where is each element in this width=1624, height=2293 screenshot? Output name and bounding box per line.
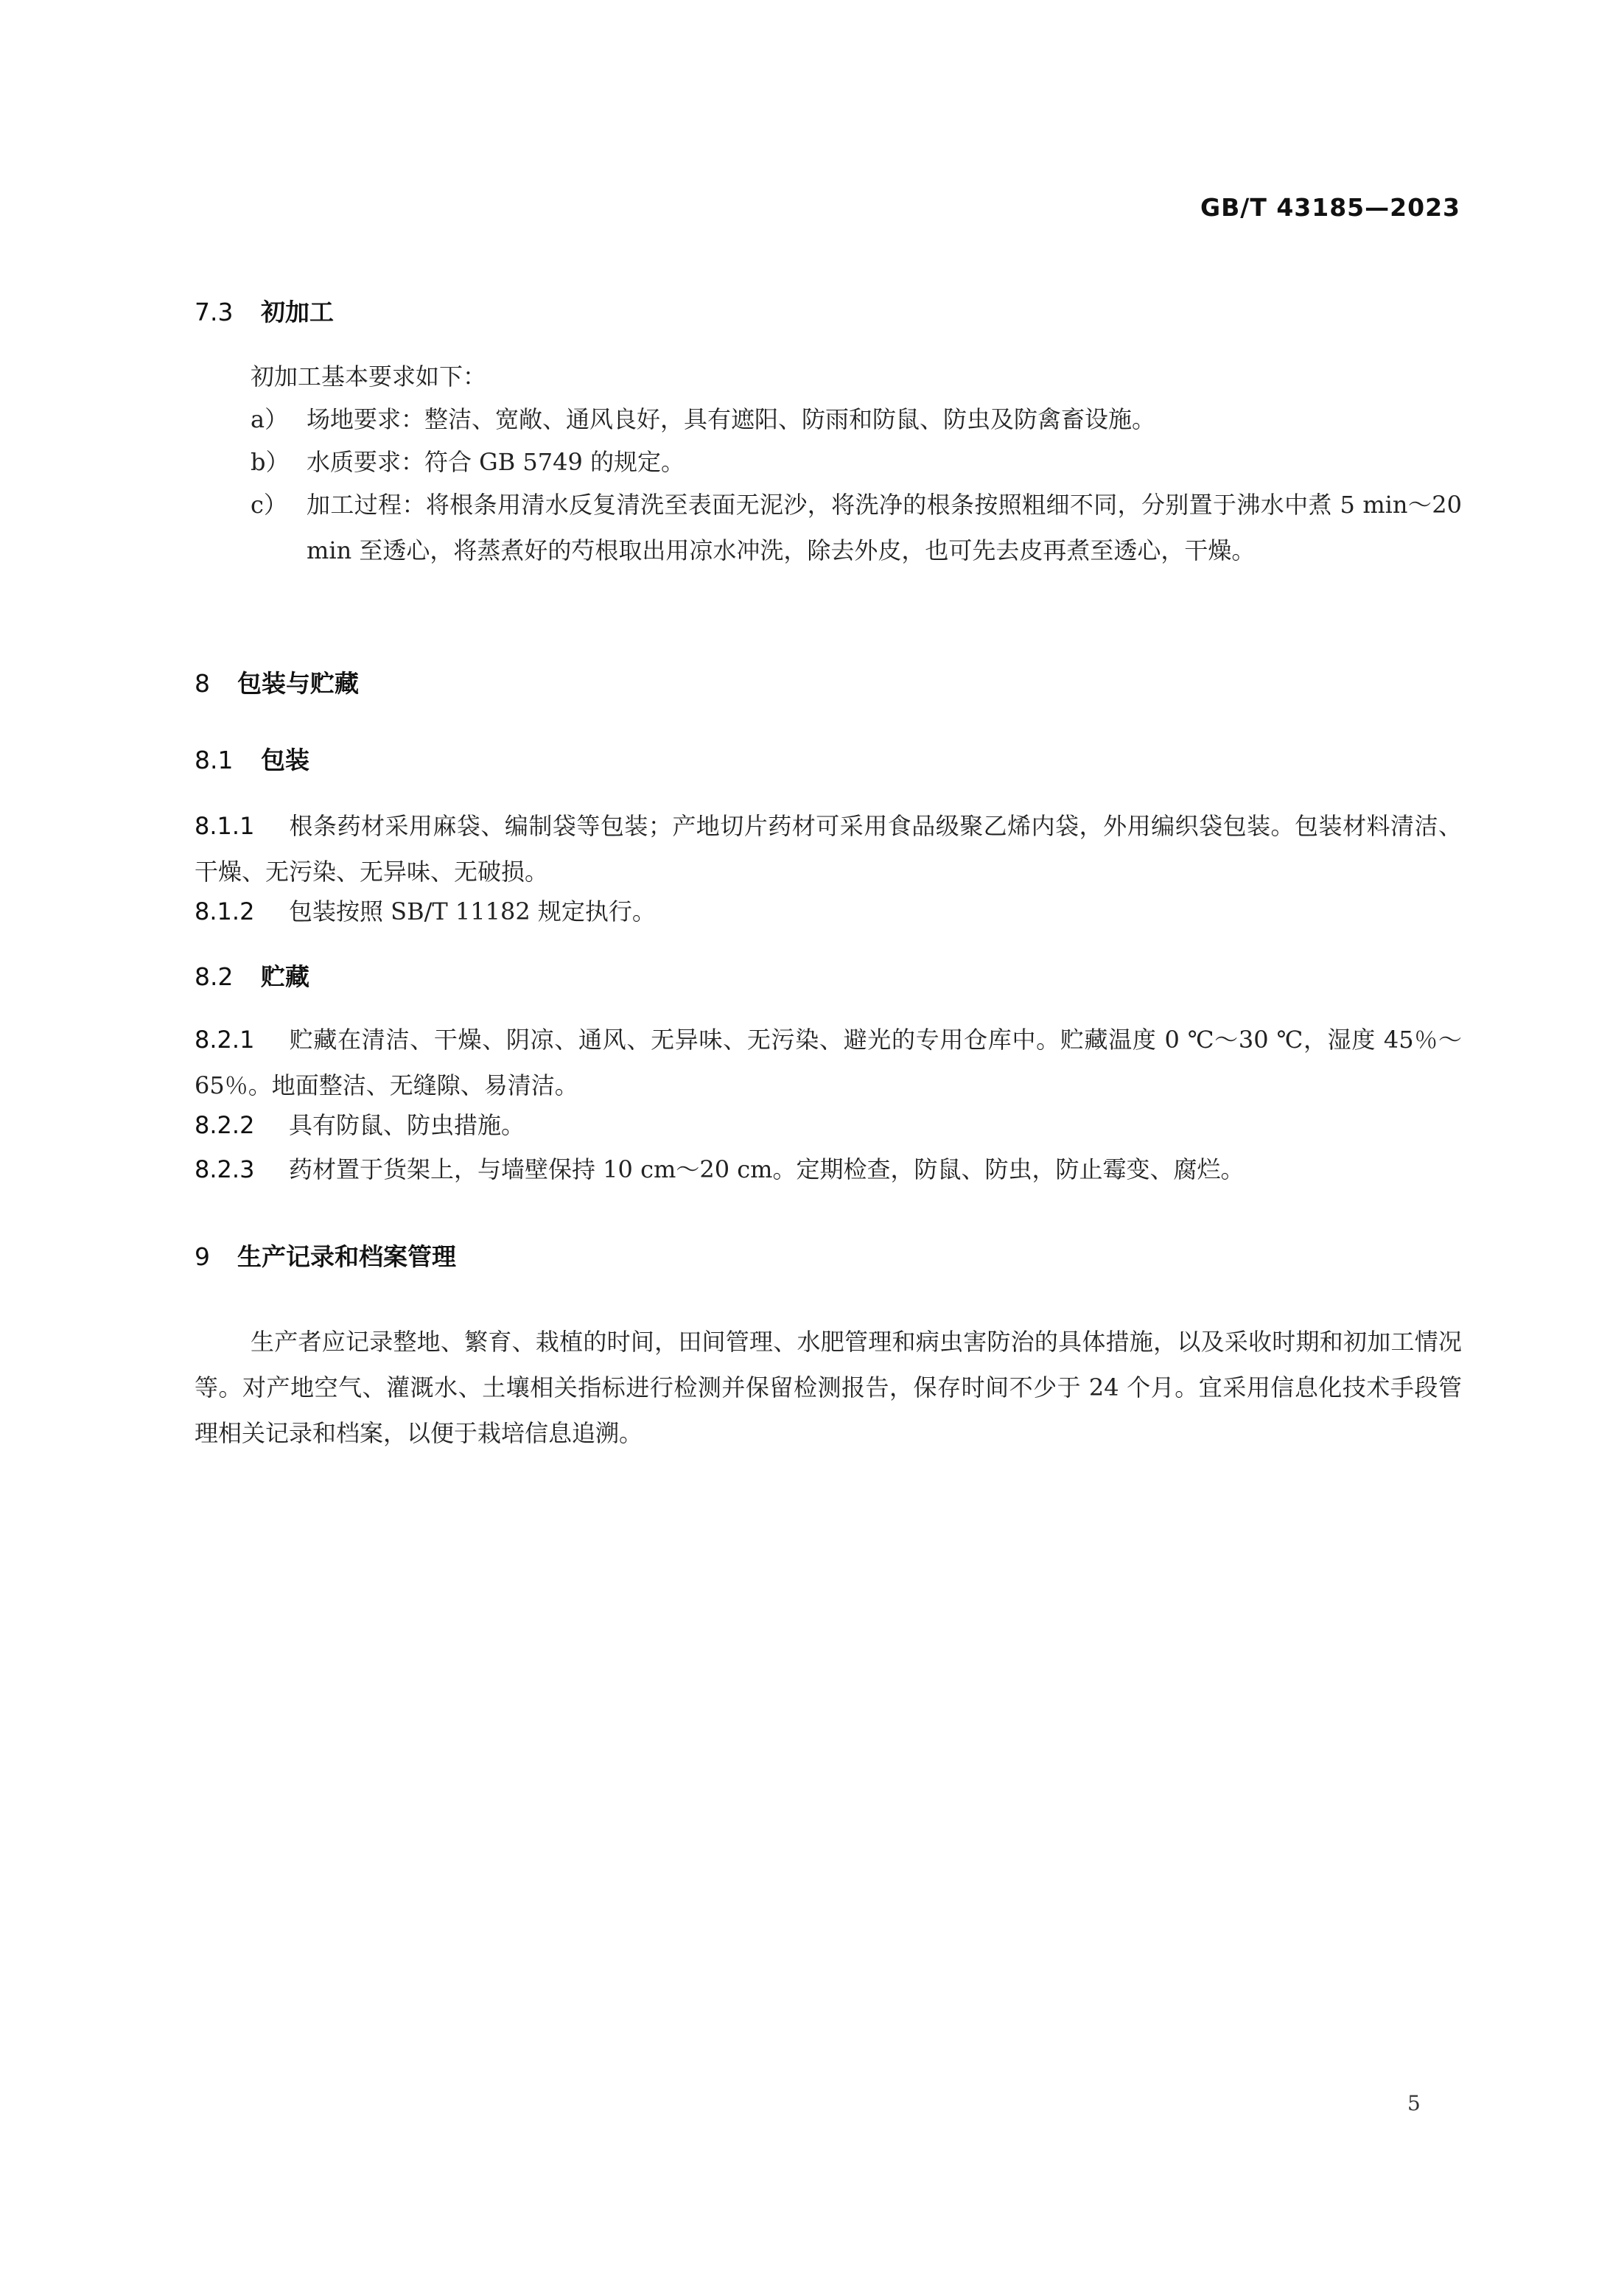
clause-text: 具有防鼠、防虫措施。 <box>289 1111 525 1139</box>
clause-number: 8.1.2 <box>195 897 255 925</box>
clause-text: 根条药材采用麻袋、编制袋等包装；产地切片药材可采用食品级聚乙烯内袋，外用编织袋包装。包装材料清洁、干燥、无污染、无异味、无破损。 <box>195 812 1462 886</box>
section-number: 8 <box>195 669 210 698</box>
list-marker: a） <box>251 405 289 433</box>
clause-number: 8.2.3 <box>195 1155 255 1183</box>
clause-8-2-1 <box>195 1017 1462 1108</box>
section-9-text: 生产者应记录整地、繁育、栽植的时间，田间管理、水肥管理和病虫害防治的具体措施，以及采收时期和初加工情况等。对产地空气、灌溉水、土壤相关指标进行检测并保留检测报告，保存时间不少于 24 个月。宜采用信息化技术手段管理相关记录和档案，以便于栽培信息追溯。 <box>195 1328 1462 1447</box>
clause-8-1-2 <box>195 889 1462 934</box>
list-item-text: 加工过程：将根条用清水反复清洗至表面无泥沙，将洗净的根条按照粗细不同，分别置于沸水中煮 5 min～20 min 至透心，将蒸煮好的芍根取出用凉水冲洗，除去外皮，也可先去皮再煮至透心，干燥。 <box>307 491 1462 564</box>
clause-number: 8.1.1 <box>195 812 255 840</box>
section-title: 贮藏 <box>261 962 309 991</box>
section-title: 初加工 <box>261 298 334 326</box>
section-title: 生产记录和档案管理 <box>237 1242 456 1271</box>
clause-text: 药材置于货架上，与墙壁保持 10 cm～20 cm。定期检查，防鼠、防虫，防止霉变、腐烂。 <box>289 1155 1245 1183</box>
list-item-text: 场地要求：整洁、宽敞、通风良好，具有遮阳、防雨和防鼠、防虫及防禽畜设施。 <box>307 405 1156 433</box>
section-number: 8.2 <box>195 962 234 991</box>
section-number: 7.3 <box>195 298 234 326</box>
clause-number: 8.2.2 <box>195 1111 255 1139</box>
section-7-3-intro: 初加工基本要求如下： <box>251 363 487 391</box>
clause-8-1-1 <box>195 803 1462 895</box>
clause-text: 贮藏在清洁、干燥、阴凉、通风、无异味、无污染、避光的专用仓库中。贮藏温度 0 ℃～30 ℃，湿度 45％～65％。地面整洁、无缝隙、易清洁。 <box>195 1026 1462 1099</box>
document-id: GB/T 43185—2023 <box>1200 193 1460 222</box>
list-item-a <box>251 396 1462 442</box>
section-8-heading <box>195 665 359 699</box>
list-marker: b） <box>251 448 290 476</box>
section-title: 包装 <box>261 746 309 774</box>
clause-8-2-3 <box>195 1146 1462 1192</box>
list-item-c <box>251 482 1462 573</box>
clause-number: 8.2.1 <box>195 1026 255 1054</box>
list-marker: c） <box>251 491 287 519</box>
clause-8-2-2 <box>195 1102 1462 1148</box>
section-9-heading <box>195 1238 456 1272</box>
list-item-text: 水质要求：符合 GB 5749 的规定。 <box>307 448 685 476</box>
section-number: 9 <box>195 1242 210 1271</box>
page-number: 5 <box>1407 2091 1421 2115</box>
section-number: 8.1 <box>195 746 234 774</box>
clause-text: 包装按照 SB/T 11182 规定执行。 <box>289 897 656 925</box>
section-7-3-heading <box>195 293 334 328</box>
section-8-2-heading <box>195 958 309 993</box>
section-8-1-heading <box>195 741 309 776</box>
section-title: 包装与贮藏 <box>237 669 359 698</box>
list-item-b <box>251 439 1462 485</box>
